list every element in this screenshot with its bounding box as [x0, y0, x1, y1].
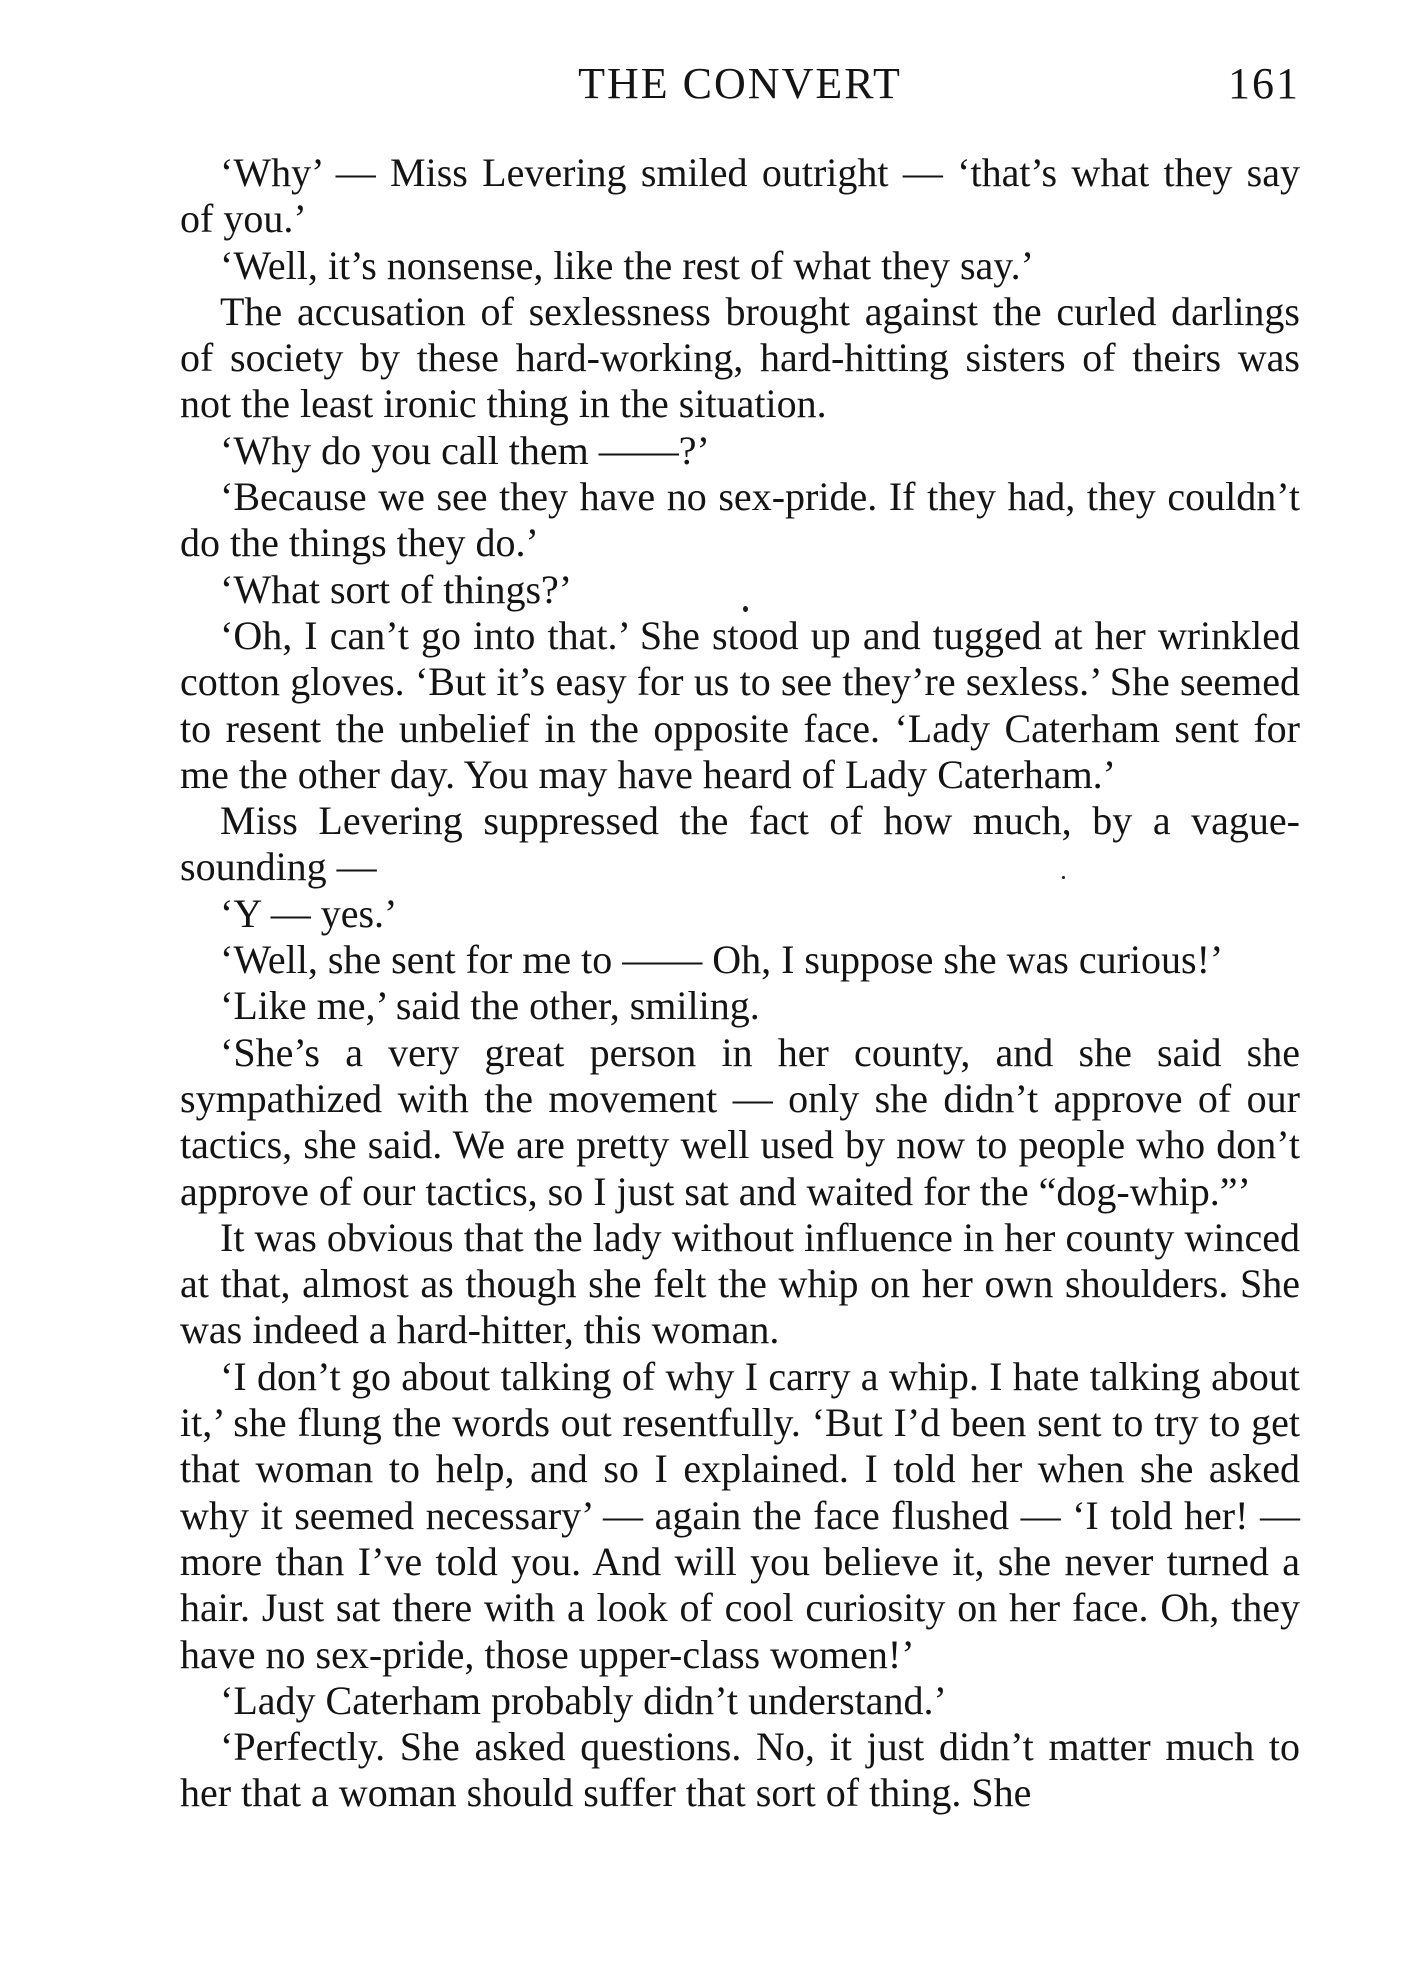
paragraph: Miss Levering suppressed the fact of how much, by a vague-sounding —: [180, 798, 1300, 890]
ink-speck: [1062, 876, 1065, 879]
paragraph: ‘Perfectly. She asked questions. No, it just didn’t matter much to her that a woman should suffer that sort of thing. She: [180, 1724, 1300, 1816]
body-text: [180, 150, 1300, 1817]
paragraph: It was obvious that the lady without influence in her county winced at that, almost as though she felt the whip on her own shoulders. She was indeed a hard-hitter, this woman.: [180, 1214, 1300, 1353]
paragraph: ‘Because we see they have no sex-pride. If they had, they couldn’t do the things they do.’: [180, 474, 1300, 566]
ink-speck: [743, 606, 748, 612]
paragraph: ‘Well, she sent for me to —— Oh, I suppose she was curious!’: [220, 937, 1224, 983]
page-number: 161: [1228, 59, 1300, 108]
paragraph: ‘I don’t go about talking of why I carry a whip. I hate talking about it,’ she flung the words out resentfully. ‘But I’d been sent to try to get that woman to help, and so I explained. I told her when she asked why it seemed necessary’ — again the face flushed — ‘I told her! — more than I’ve told you. And will you believe it, she never turned a hair. Just sat there with a look of cool curiosity on her face. Oh, they have no sex-pride, those upper-class women!’: [180, 1353, 1300, 1677]
paragraph: ‘Well, it’s nonsense, like the rest of what they say.’: [220, 242, 1034, 288]
paragraph: The accusation of sexlessness brought against the curled darlings of society by these hard-working, hard-hitting sisters of theirs was not the least ironic thing in the situation.: [180, 288, 1300, 427]
running-title: THE CONVERT: [578, 59, 902, 108]
paragraph: ‘Why do you call them ——?’: [220, 427, 710, 473]
paragraph: ‘Lady Caterham probably didn’t understand.’: [220, 1677, 947, 1723]
paragraph: ‘She’s a very great person in her county, and she said she sympathized with the movement — only she didn’t approve of our tactics, she said. We are pretty well used by now to people who don’t approve of our tactics, so I just sat and waited for the “dog-whip.”’: [180, 1029, 1300, 1214]
paragraph: ‘Oh, I can’t go into that.’ She stood up and tugged at her wrinkled cotton gloves. ‘But it’s easy for us to see they’re sexless.’ She seemed to resent the unbelief in the opposite face. ‘Lady Caterham sent for me the other day. You may have heard of Lady Caterham.’: [180, 612, 1300, 797]
paragraph: ‘Like me,’ said the other, smiling.: [220, 983, 760, 1029]
paragraph: ‘What sort of things?’: [220, 566, 573, 612]
running-head: [180, 58, 1300, 118]
paragraph: ‘Y — yes.’: [220, 890, 398, 936]
paragraph: ‘Why’ — Miss Levering smiled outright — ‘that’s what they say of you.’: [180, 150, 1300, 242]
